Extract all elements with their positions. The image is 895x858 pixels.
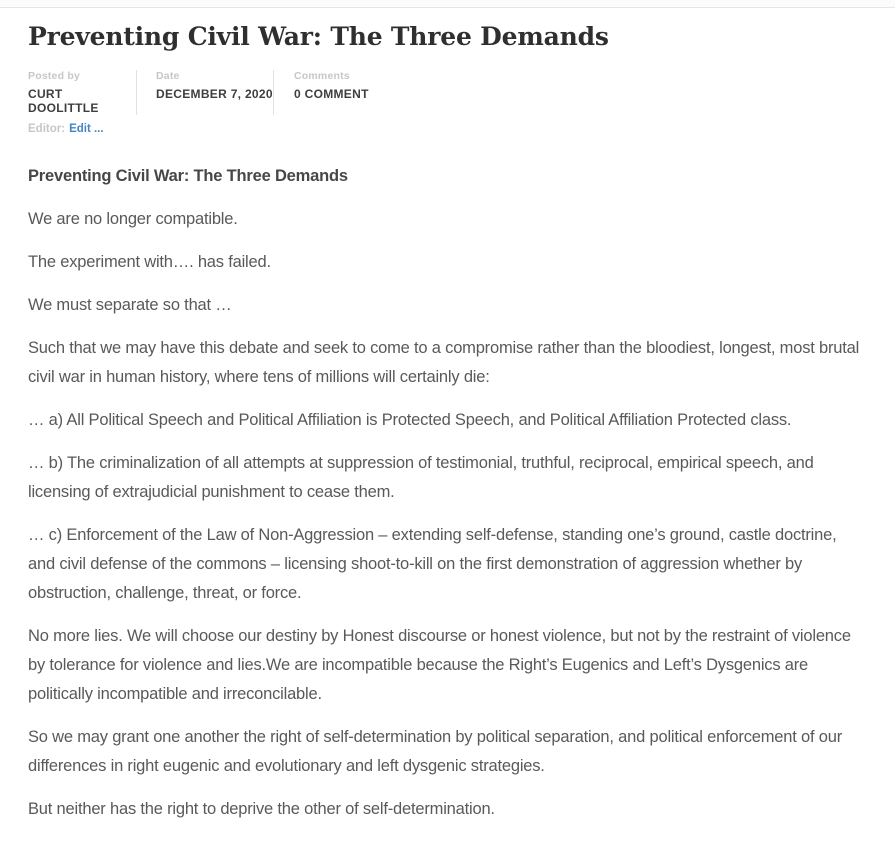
paragraph: So we may grant one another the right of self-determination by political separation, and political enforcement of our differences in right eugenic and evolutionary and left dysgenic strategies.: [28, 728, 842, 775]
paragraph: No more lies. We will choose our destiny by Honest discourse or honest violence, but not by the restraint of violence by tolerance for violence and lies.We are incompatible because the Right’s Eugenics and Left’s Dysgenics are politically incompatible and irreconcilable.: [28, 627, 851, 703]
paragraph: The experiment with…. has failed.: [28, 253, 271, 271]
meta-posted-by-label: Posted by: [28, 70, 80, 82]
paragraph-demand-a: … a) All Political Speech and Political Affiliation is Protected Speech, and Political Affiliation Protected class.: [28, 411, 792, 429]
meta-date-value: DECEMBER 7, 2020: [156, 87, 273, 101]
paragraph: We must separate so that …: [28, 296, 232, 314]
meta-author-name: CURT DOOLITTLE: [28, 87, 99, 115]
editor-label: Editor:: [28, 123, 66, 135]
meta-date: [136, 70, 273, 115]
paragraph-demand-c: … c) Enforcement of the Law of Non-Aggression – extending self-defense, standing one’s ground, castle doctrine, and civil defense of the commons – licensing shoot-to-kill on the first demonstration of aggression whether by obstruction, challenge, threat, or force.: [28, 526, 837, 602]
page-title: Preventing Civil War: The Three Demands: [28, 22, 609, 51]
paragraph-demand-b: … b) The criminalization of all attempts at suppression of testimonial, truthful, reciprocal, empirical speech, and licensing of extrajudicial punishment to cease them.: [28, 454, 814, 501]
meta-posted-by: [28, 70, 136, 115]
editor-line: [28, 123, 865, 135]
meta-comments-count: 0 COMMENT: [294, 87, 369, 101]
post-content: [0, 22, 895, 858]
edit-link[interactable]: Edit ...: [69, 123, 104, 135]
page-top-divider: [0, 0, 895, 8]
paragraph: We are no longer compatible.: [28, 210, 238, 228]
meta-comments: [273, 70, 369, 115]
meta-comments-label: Comments: [294, 70, 350, 82]
paragraph: But neither has the right to deprive the other of self-determination.: [28, 800, 495, 818]
paragraph: Such that we may have this debate and seek to come to a compromise rather than the bloodiest, longest, most brutal civil war in human history, where tens of millions will certainly die:: [28, 339, 860, 386]
post-meta-row: [28, 70, 865, 115]
post-subtitle: Preventing Civil War: The Three Demands: [28, 167, 348, 185]
post-body: [28, 162, 865, 824]
meta-date-label: Date: [156, 70, 180, 82]
